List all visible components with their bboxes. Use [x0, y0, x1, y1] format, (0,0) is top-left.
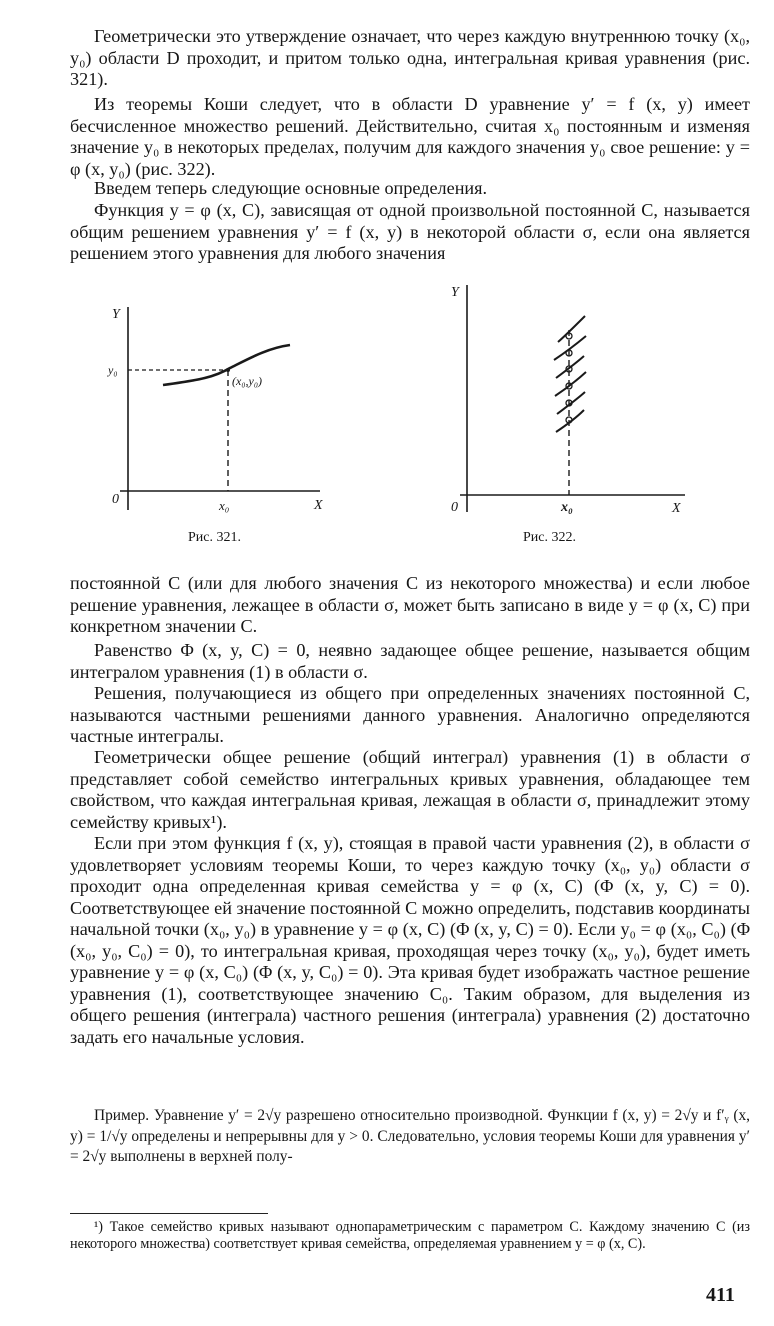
fig322-caption: Рис. 322.: [523, 530, 576, 545]
fig321-y0-label: y₀: [108, 363, 118, 377]
paragraph-6: Равенство Φ (x, y, C) = 0, неявно задающее общее решение, называется общим интегралом уравнения (1) в области σ.: [70, 640, 750, 682]
paragraph-8: Геометрически общее решение (общий интеграл) уравнения (1) в области σ представляет собой семейство интегральных кривых уравнения, обладающее тем свойством, что каждая интегральная кривая, лежащая в области σ, принадлежит этому семейству кривых¹).: [70, 747, 750, 832]
fig322-x0-label: x₀: [561, 500, 573, 515]
fig322-origin: 0: [451, 500, 458, 515]
fig321-point-label: (x₀,y₀): [232, 374, 262, 388]
fig321-x0-label: x₀: [219, 498, 230, 513]
paragraph-2: Из теоремы Коши следует, что в области D уравнение y′ = f (x, y) имеет бесчисленное множество решений. Действительно, считая x₀ постоянным и изменяя значение y₀ в некоторых пределах, получим для каждого значения y₀ свое решение: y = φ (x, y₀) (рис. 322).: [70, 94, 750, 179]
paragraph-9: Если при этом функция f (x, y), стоящая в правой части уравнения (2), в области σ удовлетворяет условиям теоремы Коши, то через каждую точку (x₀, y₀) области σ проходит одна определенная кривая семейства y = φ (x, C) (Φ (x, y, C) = 0). Соответствующее ей значение постоянной C можно определить, подставив координаты начальной точки (x₀, y₀) в уравнение y = φ (x, C) (Φ (x, y, C) = 0). Если y₀ = φ (x₀, C₀) (Φ (x₀, y₀, C₀) = 0), то интегральная кривая, проходящая через точку (x₀, y₀), будет иметь уравнение y = φ (x, C₀) (Φ (x, y, C₀) = 0). Эта кривая будет изображать частное решение уравнения (1), соответствующее значению C₀. Таким образом, для выделения из общего решения (интеграла) частного решения (интеграла) уравнения (2) достаточно задать его начальные условия.: [70, 833, 750, 1047]
paragraph-7: Решения, получающиеся из общего при определенных значениях постоянной C, называются частными решениями данного уравнения. Аналогично определяются частные интегралы.: [70, 683, 750, 746]
footnote: ¹) Такое семейство кривых называют однопараметрическим с параметром C. Каждому значению C (из некоторого множества) соответствует кривая семейства, определяемая уравнением y = φ (x, C).: [70, 1219, 750, 1252]
paragraph-3: Введем теперь следующие основные определения.: [94, 178, 488, 198]
fig322-x-label: X: [672, 501, 681, 516]
footnote-rule: [70, 1213, 268, 1214]
fig321-x-label: X: [314, 498, 323, 513]
paragraph-10: Пример. Уравнение y′ = 2√y разрешено относительно производной. Функции f (x, y) = 2√y и f′ᵧ (x, y) = 1/√y определены и непрерывны для y > 0. Следовательно, условия теоремы Коши для уравнения y′ = 2√y выполнены в верхней полу-: [70, 1107, 750, 1165]
fig321-y-label: Y: [112, 307, 120, 322]
fig321-origin: 0: [112, 492, 119, 507]
fig321-caption: Рис. 321.: [188, 530, 241, 545]
fig322-y-label: Y: [451, 285, 459, 300]
paragraph-4: Функция y = φ (x, C), зависящая от одной произвольной постоянной C, называется общим решением уравнения y′ = f (x, y) в некоторой области σ, если она является решением этого уравнения для любого значения: [70, 200, 750, 263]
page-number: 411: [706, 1284, 735, 1306]
fig322-points: [566, 333, 572, 423]
paragraph-5: постоянной C (или для любого значения C из некоторого множества) и если любое решение уравнения, лежащее в области σ, может быть записано в виде y = φ (x, C) при конкретном значении C.: [70, 573, 750, 636]
paragraph-1: Геометрически это утверждение означает, что через каждую внутреннюю точку (x₀, y₀) области D проходит, и притом только одна, интегральная кривая уравнения (рис. 321).: [70, 26, 750, 89]
